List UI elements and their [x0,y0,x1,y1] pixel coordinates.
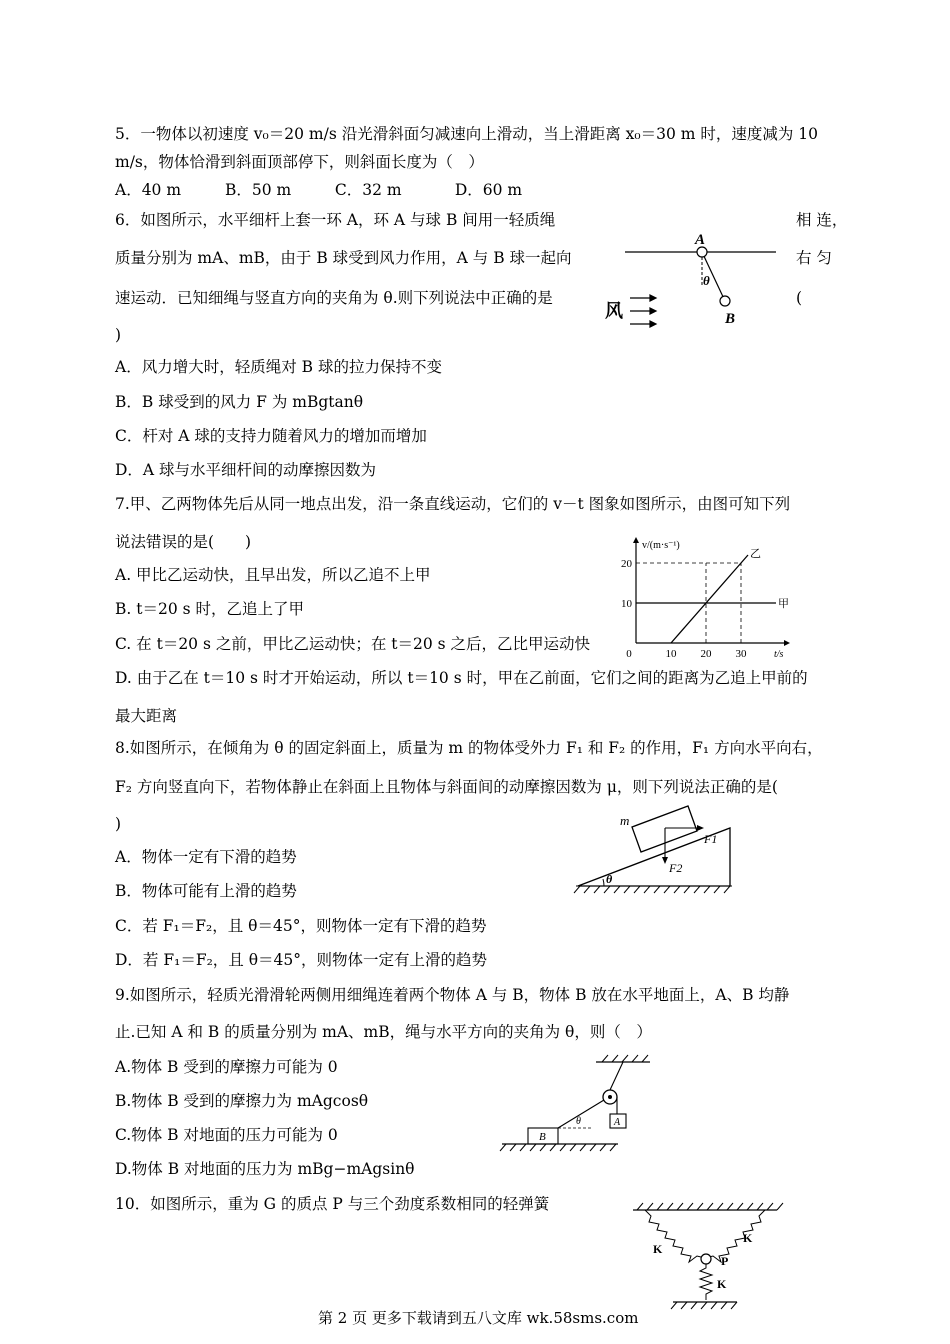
q6-line1: 6．如图所示，水平细杆上套一环 A，环 A 与球 B 间用一轻质绳 [115,211,556,229]
label-k-left: K [653,1242,663,1256]
q6-line3-tail: ( [796,289,803,307]
q6-option-c: C．杆对 A 球的支持力随着风力的增加而增加 [115,427,427,445]
y-tick-10: 10 [621,598,632,610]
label-theta: θ [606,872,613,886]
label-b: B [725,311,736,327]
label-k-right: K [743,1231,753,1245]
x-axis-label: t/s [774,649,784,660]
q5-line2: m/s，物体恰滑到斜面顶部停下，则斜面长度为（ ） [115,153,484,171]
label-b: B [539,1131,546,1143]
page-footer: 第 2 页 更多下载请到五八文库 wk.58sms.com [318,1309,639,1327]
origin-label: 0 [626,648,632,660]
label-p: P [721,1254,729,1268]
q10-figure [625,1198,785,1316]
q6-option-a: A．风力增大时，轻质绳对 B 球的拉力保持不变 [115,358,442,376]
q9-line2: 止.已知 A 和 B 的质量分别为 mA、mB，绳与水平方向的夹角为 θ，则（ ） [115,1023,652,1041]
q6-figure [600,225,785,330]
spring-bottom [700,1264,712,1300]
q9-option-c: C.物体 B 对地面的压力可能为 0 [115,1126,338,1144]
wind-arrows [630,295,656,327]
q5-line1: 5．一物体以初速度 v₀＝20 m/s 沿光滑斜面匀减速向上滑动，当上滑距离 x₀＝30 m 时，速度减为 10 [115,125,819,143]
q9-option-b: B.物体 B 受到的摩擦力为 mAgcosθ [115,1092,369,1110]
label-f1: F1 [704,832,718,846]
q5-options [115,180,522,200]
q7-line2: 说法错误的是( ) [115,533,252,551]
q5-option-b: B．50 m [224,181,292,199]
q7-line1: 7.甲、乙两物体先后从同一地点出发，沿一条直线运动，它们的 v－t 图象如图所示，由图可知下列 [115,495,791,513]
q9-figure [498,1052,658,1152]
q8-line3: ) [115,815,122,833]
q7-option-c: C. 在 t＝20 s 之前，甲比乙运动快；在 t＝20 s 之后，乙比甲运动快 [115,635,591,653]
q6-line3: 速运动．已知细绳与竖直方向的夹角为 θ.则下列说法中正确的是 [115,289,553,307]
q5-option-d: D．60 m [454,181,523,199]
q8-option-d: D．若 F₁＝F₂，且 θ＝45°，则物体一定有上滑的趋势 [115,951,488,969]
q7-line-last: 最大距离 [115,707,178,725]
q8-figure [570,800,740,900]
y-tick-20: 20 [621,558,632,570]
q6-option-b: B．B 球受到的风力 F 为 mBgtanθ [115,393,364,411]
y-axis-label: v/(m·s⁻¹) [642,540,680,551]
label-a: A [614,1117,621,1128]
label-theta: θ [576,1116,581,1127]
point-p [701,1254,711,1264]
q8-option-b: B．物体可能有上滑的趋势 [115,882,297,900]
spring-right [705,1210,765,1262]
q9-option-a: A.物体 B 受到的摩擦力可能为 0 [115,1058,338,1076]
series-label-0: 甲 [778,598,789,610]
q7-option-d: D. 由于乙在 t＝10 s 时才开始运动，所以 t＝10 s 时，甲在乙前面，它们之间的距离为乙追上甲前的 [115,669,808,687]
label-a: A [695,232,706,248]
q6-line2-tail: 右 匀 [796,249,832,267]
q6-line2: 质量分别为 mA、mB，由于 B 球受到风力作用，A 与 B 球一起向 [115,249,572,267]
ground-hatch [574,886,732,893]
q8-option-a: A．物体一定有下滑的趋势 [115,848,297,866]
x-tick-20: 20 [700,648,712,660]
q10-line1: 10．如图所示，重为 G 的质点 P 与三个劲度系数相同的轻弹簧 [115,1195,550,1213]
x-tick-10: 10 [665,648,677,660]
q6-option-d: D．A 球与水平细杆间的动摩擦因数为 [115,461,377,479]
q6-line1-tail: 相 连， [796,211,848,229]
label-k-bottom: K [717,1277,727,1291]
label-m: m [620,813,630,828]
label-theta: θ [703,273,710,288]
vt-chart [612,535,792,660]
q9-line1: 9.如图所示，轻质光滑滑轮两侧用细绳连着两个物体 A 与 B，物体 B 放在水平地面上，A、B 均静 [115,986,790,1004]
series-line-1 [671,555,748,643]
label-wind: 风 [605,301,623,321]
q9-option-d: D.物体 B 对地面的压力为 mBg−mAgsinθ [115,1160,415,1178]
series-label-1: 乙 [750,548,761,560]
ring-a [697,247,707,257]
q8-line2: F₂ 方向竖直向下，若物体静止在斜面上且物体与斜面间的动摩擦因数为 μ，则下列说法正确的是( [115,778,778,796]
q8-option-c: C．若 F₁＝F₂，且 θ＝45°，则物体一定有下滑的趋势 [115,917,487,935]
label-f2: F2 [669,861,683,875]
q8-line1: 8.如图所示，在倾角为 θ 的固定斜面上，质量为 m 的物体受外力 F₁ 和 F₂ 的作用，F₁ 方向水平向右， [115,739,823,757]
q7-option-a: A. 甲比乙运动快，且早出发，所以乙追不上甲 [115,566,431,584]
q6-line4: ) [115,326,122,344]
q5-option-c: C．32 m [334,181,402,199]
x-tick-30: 30 [735,648,747,660]
q7-option-b: B. t＝20 s 时，乙追上了甲 [115,600,305,618]
q5-option-a: A．40 m [115,181,182,199]
ball-b [720,296,730,306]
